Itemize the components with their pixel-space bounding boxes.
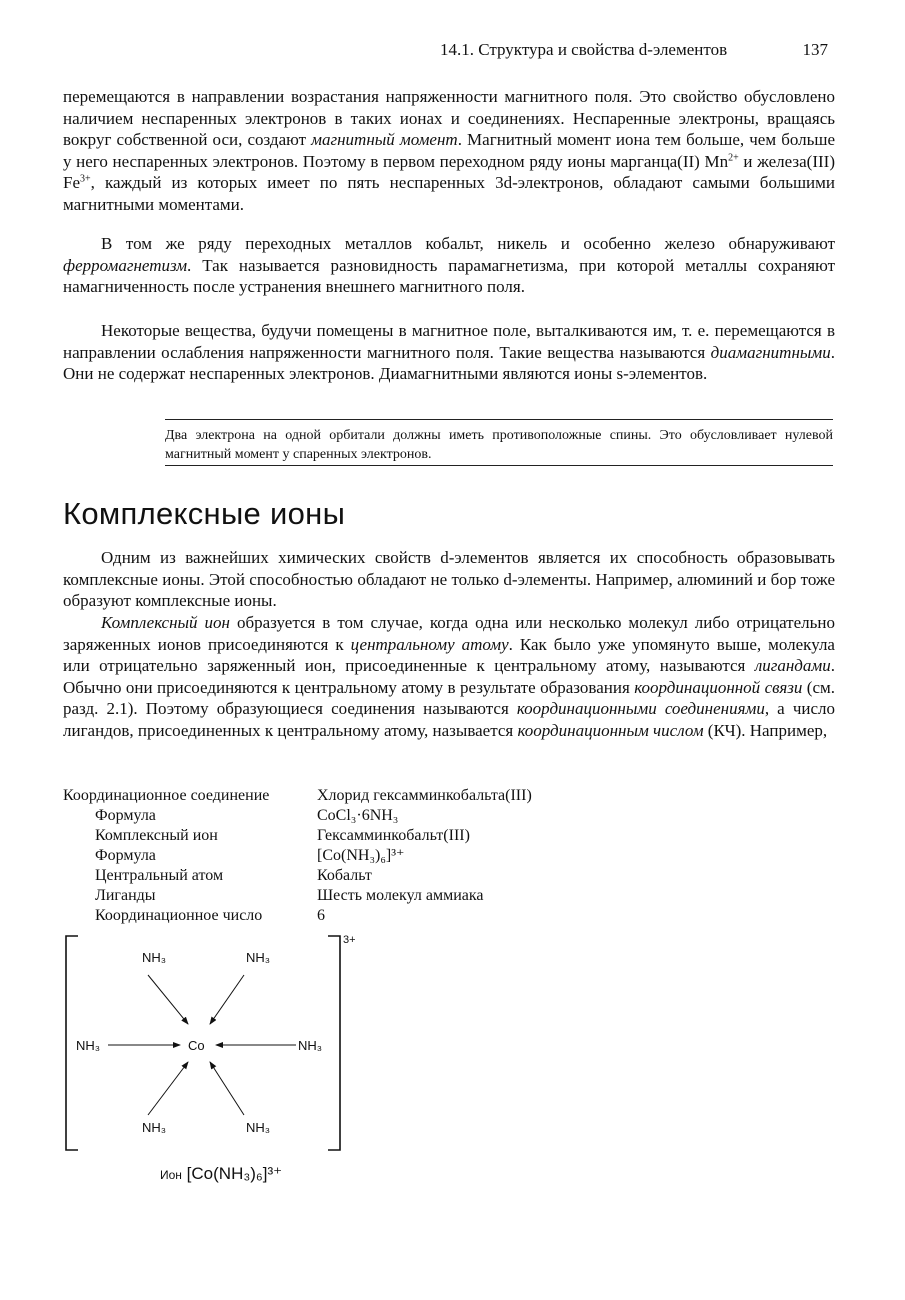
term-italic: координационными соединениями bbox=[516, 699, 765, 719]
term-italic: координационным числом bbox=[517, 720, 704, 740]
row-value: CoCl₃·6NH₃ bbox=[317, 807, 399, 824]
note-text: Два электрона на одной орбитали должны иметь противоположные спины. Это обусловливает нулевой магнитный момент у спаренных электронов. bbox=[165, 428, 833, 462]
row-value: Гексамминкобальт(III) bbox=[317, 827, 470, 844]
row-value: Кобальт bbox=[317, 867, 372, 884]
ligand-right: NH₃ bbox=[298, 1038, 323, 1053]
right-bracket bbox=[328, 936, 340, 1150]
row-key: Формула bbox=[95, 847, 156, 864]
text-segment: В том же ряду переходных металлов кобальт, никель и особенно железо обнаруживают bbox=[101, 234, 835, 253]
row-key: Комплексный ион bbox=[95, 827, 218, 844]
row-value: [Co(NH₃)₆]³⁺ bbox=[317, 847, 405, 864]
text-segment: 2+ bbox=[728, 152, 739, 164]
note-bottom-rule bbox=[165, 465, 833, 466]
term-italic: магнитный момент bbox=[311, 130, 458, 150]
text-segment: (КЧ). Например, bbox=[703, 720, 828, 740]
table-row bbox=[63, 846, 532, 866]
row-key: Формула bbox=[95, 807, 156, 824]
table-row bbox=[63, 786, 532, 806]
term-italic: центральному атому bbox=[350, 634, 509, 654]
text-segment: , каждый из которых имеет по пять неспаренных 3d-электронов, обладают самыми большими магнитными моментами. bbox=[63, 173, 835, 214]
ligand-bottom-right: NH₃ bbox=[246, 1120, 271, 1135]
text-segment: (см. разд. 2.1). Поэтому образующиеся соединения называются bbox=[63, 677, 836, 719]
complex-ion-diagram bbox=[60, 930, 380, 1160]
text-segment: Одним из важнейших химических свойств d-элементов является их способность образовывать комплексные ионы. Этой способностью обладают не только d-элементы. Например, алюминий и бор тоже образуют комплексные ионы. bbox=[63, 548, 835, 611]
text-segment: . Обычно они присоединяются к центральному атому в результате образования bbox=[63, 656, 835, 697]
table-row bbox=[63, 866, 532, 886]
row-value: 6 bbox=[317, 907, 325, 924]
row-key: Координационное число bbox=[95, 907, 263, 924]
paragraph-complex-ion bbox=[63, 612, 835, 742]
text-segment: . Магнитный момент иона тем больше, чем больше у него неспаренных электронов. Поэтому в первом переходном ряду ионы марганца(II) Mn bbox=[63, 130, 835, 171]
row-key: Координационное соединение bbox=[63, 787, 270, 804]
table-row bbox=[63, 886, 532, 906]
central-atom: Co bbox=[188, 1038, 205, 1053]
term-italic: координационной связи bbox=[634, 677, 803, 697]
row-key: Центральный атом bbox=[95, 867, 224, 884]
section-heading: Комплексные ионы bbox=[63, 496, 346, 531]
text-segment: 3+ bbox=[80, 173, 91, 185]
row-value: Хлорид гексамминкобальта(III) bbox=[317, 787, 532, 804]
charge-label: 3+ bbox=[343, 934, 356, 946]
ligand-left: NH₃ bbox=[76, 1038, 101, 1053]
text-segment: . Так называется разновидность парамагнетизма, при которой металлы сохраняют намагниченность после устранения внешнего магнитного поля. bbox=[63, 255, 835, 297]
caption-formula: [Co(NH₃)₆]³⁺ bbox=[186, 1164, 283, 1183]
term-italic: диамагнитными bbox=[710, 342, 831, 362]
caption-prefix: Ион bbox=[160, 1168, 182, 1182]
ligand-top-right: NH₃ bbox=[246, 950, 271, 965]
ligand-top-left: NH₃ bbox=[142, 950, 167, 965]
term-italic: лигандами bbox=[754, 656, 831, 676]
ligand-bottom-left: NH₃ bbox=[142, 1120, 167, 1135]
paragraph-diamagnetism bbox=[63, 320, 835, 385]
text-segment: . Как было уже упомянуто выше, молекула или отрицательно заряженный ион, присоединенные к центральному атому, называются bbox=[63, 634, 835, 676]
running-header bbox=[440, 40, 840, 60]
text-segment: . Они не содержат неспаренных электронов. Диамагнитными являются ионы s-элементов. bbox=[63, 342, 835, 384]
table-row bbox=[63, 806, 532, 826]
coordination-compound-table bbox=[63, 786, 532, 926]
text-segment: Некоторые вещества, будучи помещены в магнитное поле, выталкиваются им, т. е. перемещаются в направлении ослабления напряженности магнитного поля. Такие вещества называются bbox=[63, 321, 835, 362]
diagram-caption bbox=[160, 1164, 282, 1184]
paragraph-complex-intro bbox=[63, 547, 835, 612]
table-row bbox=[63, 906, 532, 926]
page-number: 137 bbox=[802, 40, 828, 59]
term-italic: Комплексный ион bbox=[101, 613, 230, 632]
paragraph-ferromagnetism bbox=[63, 233, 835, 298]
term-italic: ферромагнетизм bbox=[63, 255, 188, 275]
table-row bbox=[63, 826, 532, 846]
paragraph-magnetic-moment bbox=[63, 86, 835, 216]
text-segment: и железа(III) Fe bbox=[63, 151, 835, 193]
row-value: Шесть молекул аммиака bbox=[317, 887, 484, 904]
note-top-rule bbox=[165, 419, 833, 420]
text-segment: образуется в том случае, когда одна или несколько молекул либо отрицательно заряженных ионов присоединяются к bbox=[63, 613, 835, 654]
header-title: 14.1. Структура и свойства d-элементов bbox=[440, 40, 728, 59]
row-key: Лиганды bbox=[95, 887, 156, 904]
text-segment: , а число лигандов, присоединенных к центральному атому, называется bbox=[63, 699, 835, 740]
text-segment: перемещаются в направлении возрастания напряженности магнитного поля. Это свойство обусловлено наличием неспаренных электронов в таких ионах и соединениях. Неспаренные электроны, вращаясь вокруг собственной оси, создают bbox=[63, 87, 835, 150]
